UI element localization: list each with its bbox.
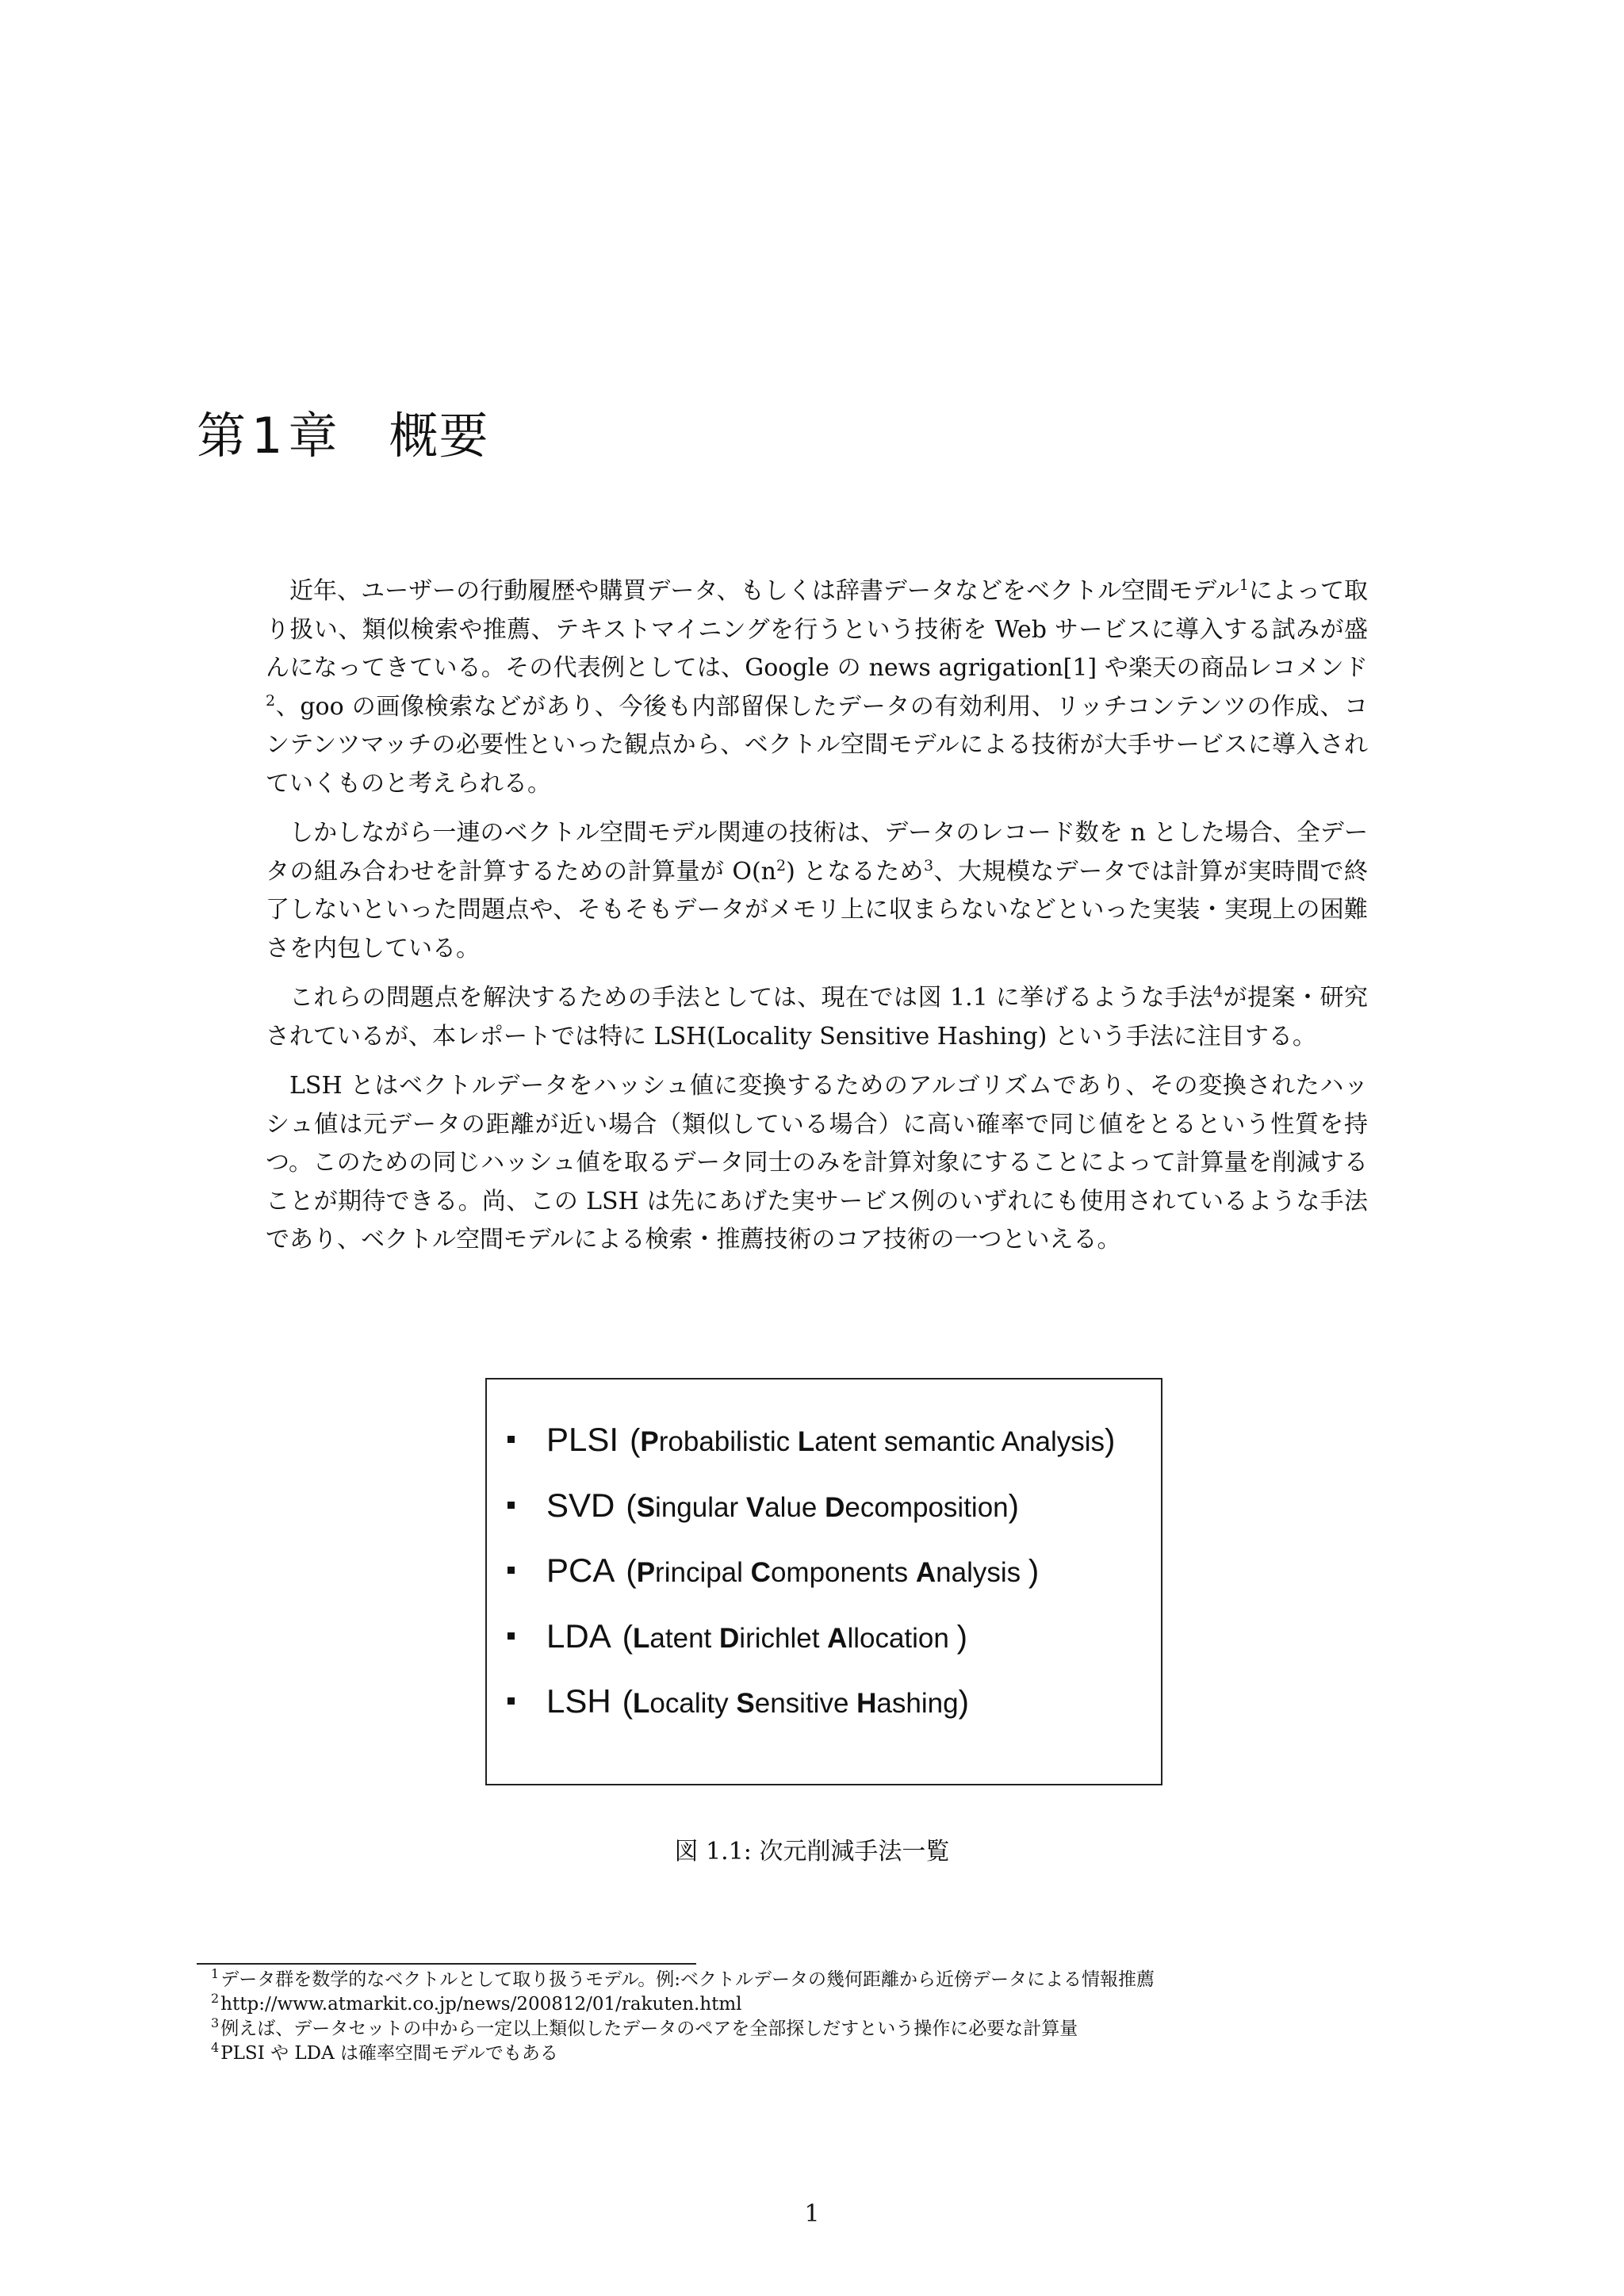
paragraph-text: ) となるため [786, 857, 924, 886]
footnote-ref: 1 [1239, 576, 1249, 594]
bullet-icon [508, 1697, 515, 1705]
footnote [211, 1968, 1155, 1992]
paragraph [266, 814, 1368, 968]
method-expansion: (Locality Sensitive Hashing) [622, 1685, 969, 1720]
footnote-mark: 4 [211, 2040, 220, 2056]
bullet-icon [508, 1632, 515, 1640]
footnote [211, 2017, 1155, 2042]
method-expansion: (Principal Components Analysis ) [626, 1554, 1040, 1589]
chapter-prefix: 第 [197, 407, 247, 465]
footnote-text: PLSI や LDA は確率空間モデルでもある [220, 2043, 558, 2064]
method-expansion: (Singular Value Decomposition) [626, 1488, 1019, 1524]
method-item [508, 1421, 1115, 1487]
paragraph-text: が提案・研究されているが、本レポートでは特に LSH(Locality Sensitive Hashing) という手法に注目する。 [266, 984, 1369, 1050]
chapter-suffix: 章 [288, 407, 339, 465]
bullet-icon [508, 1502, 515, 1509]
paragraph [266, 1067, 1368, 1260]
method-acronym: LDA [546, 1617, 611, 1655]
footnote-rule [197, 1963, 696, 1965]
paragraph-text: しかしながら一連のベクトル空間モデル関連の技術は、データのレコード数を n とした場合、全データの組み合わせを計算するための計算量が O(n [266, 819, 1368, 886]
footnote [211, 1992, 1155, 2017]
footnote-text: データ群を数学的なベクトルとして取り扱うモデル。例:ベクトルデータの幾何距離から近傍データによる情報推薦 [220, 1969, 1155, 1990]
footnote-mark: 3 [211, 2015, 220, 2031]
paragraph [266, 979, 1368, 1056]
body-text [266, 572, 1368, 1271]
paragraph-text: LSH とはベクトルデータをハッシュ値に変換するためのアルゴリズムであり、その変換されたハッシュ値は元データの距離が近い場合（類似している場合）に高い確率で同じ値をとるという性質を持つ。このための同じハッシュ値を取るデータ同士のみを計算対象にすることによって計算量を削減することが期待できる。尚、この LSH は先にあげた実サービス例のいずれにも使用されているような手法であり、ベクトル空間モデルによる検索・推薦技術のコア技術の一つといえる。 [266, 1072, 1368, 1253]
figure-caption: 図 1.1: 次元削減手法一覧 [674, 1838, 950, 1866]
paragraph-text: によって取り扱い、類似検索や推薦、テキストマイニングを行うという技術を Web サービスに導入する試みが盛んになってきている。その代表例としては、Google の news agrigation[1] や楽天の商品レコメンド [266, 577, 1369, 682]
footnote-ref: 4 [1213, 983, 1224, 1001]
footnote-ref: 3 [923, 856, 934, 874]
footnotes [211, 1968, 1155, 2066]
chapter-title [197, 396, 489, 467]
paragraph-text: 、goo の画像検索などがあり、今後も内部留保したデータの有効利用、リッチコンテンツの作成、コンテンツマッチの必要性といった観点から、ベクトル空間モデルによる技術が大手サービスに導入されていくものと考えられる。 [266, 692, 1368, 798]
footnote [211, 2042, 1155, 2066]
bullet-icon [508, 1436, 515, 1443]
figure-box [485, 1378, 1162, 1785]
chapter-heading: 概要 [389, 407, 489, 465]
footnote-mark: 2 [211, 1991, 220, 2007]
method-acronym: LSH [546, 1682, 611, 1720]
paragraph-text: 、大規模なデータでは計算が実時間で終了しないといった問題点や、そもそもデータがメモリ上に収まらないなどといった実装・実現上の困難さを内包している。 [266, 857, 1369, 962]
method-item [508, 1617, 1115, 1683]
footnote-text: http://www.atmarkit.co.jp/news/200812/01/rakuten.html [220, 1994, 742, 2015]
paragraph-text: 近年、ユーザーの行動履歴や購買データ、もしくは辞書データなどをベクトル空間モデル [289, 577, 1239, 605]
method-item [508, 1487, 1115, 1552]
footnote-ref: 2 [776, 856, 787, 874]
method-item [508, 1682, 1115, 1748]
paragraph-text: これらの問題点を解決するための手法としては、現在では図 1.1 に挙げるような手法 [289, 984, 1214, 1012]
method-acronym: SVD [546, 1486, 615, 1524]
footnote-ref: 2 [266, 691, 276, 710]
method-expansion: (Probabilistic Latent semantic Analysis) [630, 1423, 1116, 1458]
method-expansion: (Latent Dirichlet Allocation ) [622, 1619, 967, 1655]
footnote-text: 例えば、データセットの中から一定以上類似したデータのペアを全部探しだすという操作に必要な計算量 [220, 2019, 1078, 2039]
method-list [508, 1421, 1115, 1748]
paragraph [266, 572, 1368, 803]
bullet-icon [508, 1567, 515, 1574]
page-number: 1 [804, 2200, 820, 2228]
method-item [508, 1552, 1115, 1617]
method-acronym: PLSI [546, 1421, 619, 1458]
chapter-number: 1 [251, 407, 284, 465]
method-acronym: PCA [546, 1552, 615, 1589]
footnote-mark: 1 [211, 1966, 220, 1982]
